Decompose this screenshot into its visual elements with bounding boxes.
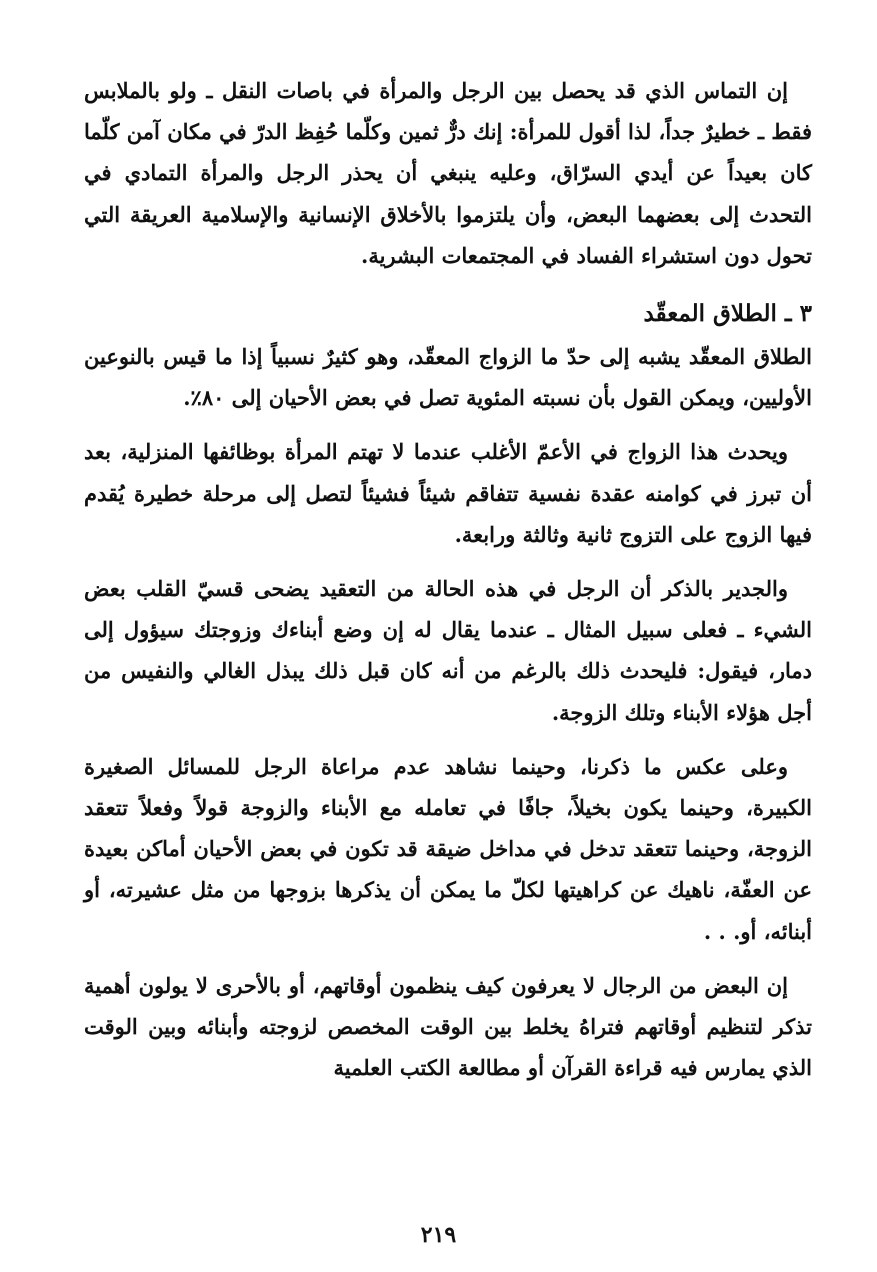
page-number: ٢١٩ (420, 1222, 457, 1248)
page-body (84, 70, 812, 1088)
paragraph-cause: ويحدث هذا الزواج في الأعمّ الأغلب عندما لا تهتم المرأة بوظائفها المنزلية، بعد أن تبرز في كوامنه عقدة نفسية تتفاقم شيئاً فشيئاً لتصل إلى مرحلة خطيرة يُقدم فيها الزوج على التزوج ثانية وثالثة ورابعة. (84, 439, 812, 547)
paragraph-wife-complex: وعلى عكس ما ذكرنا، وحينما نشاهد عدم مراعاة الرجل للمسائل الصغيرة الكبيرة، وحينما يكون بخيلاً، جافًا في تعامله مع الأبناء والزوجة قولاً وفعلاً تتعقد الزوجة، وحينما تتعقد تدخل في مداخل ضيقة قد تكون في بعض الأحيان أماكن بعيدة عن العفّة، ناهيك عن كراهيتها لكلّ ما يمكن أن يذكرها بزوجها من مثل عشيرته، أو أبنائه، أو. . . (84, 753, 812, 944)
paragraph-hard-heart: والجدير بالذكر أن الرجل في هذه الحالة من التعقيد يضحى قسيّ القلب بعض الشيء ـ فعلى سبيل المثال ـ عندما يقال له إن وضع أبناءك وزوجتك سيؤول إلى دمار، فيقول: فليحدث ذلك بالرغم من أنه كان قبل ذلك يبذل الغالي والنفيس من أجل هؤلاء الأبناء وتلك الزوجة. (84, 576, 812, 725)
paragraph-time-management: إن البعض من الرجال لا يعرفون كيف ينظمون أوقاتهم، أو بالأحرى لا يولون أهمية تذكر لتنظيم أوقاتهم فتراهُ يخلط بين الوقت المخصص لزوجته وأبنائه وبين الوقت الذي يمارس فيه قراءة القرآن أو مطالعة الكتب العلمية (84, 972, 812, 1081)
section-heading-complex-divorce: ٣ ـ الطلاق المعقّد (643, 300, 812, 328)
paragraph-contact-warning: إن التماس الذي قد يحصل بين الرجل والمرأة في باصات النقل ـ ولو بالملابس فقط ـ خطيرٌ جداً، لذا أقول للمرأة: إنك درٌّ ثمين وكلّما حُفِظ الدرّ في مكان آمن كلّما كان بعيداً عن أيدي السرّاق، وعليه ينبغي أن يحذر الرجل والمرأة التمادي في التحدث إلى بعضهما البعض، وأن يلتزموا بالأخلاق الإنسانية والإسلامية العريقة التي تحول دون استشراء الفساد في المجتمعات البشرية. (84, 78, 812, 268)
paragraph-complex-divorce-definition: الطلاق المعقّد يشبه إلى حدّ ما الزواج المعقّد، وهو كثيرٌ نسبياً إذا ما قيس بالنوعين الأوليين، ويمكن القول بأن نسبته المئوية تصل في بعض الأحيان إلى ٨٠٪. (84, 344, 812, 411)
